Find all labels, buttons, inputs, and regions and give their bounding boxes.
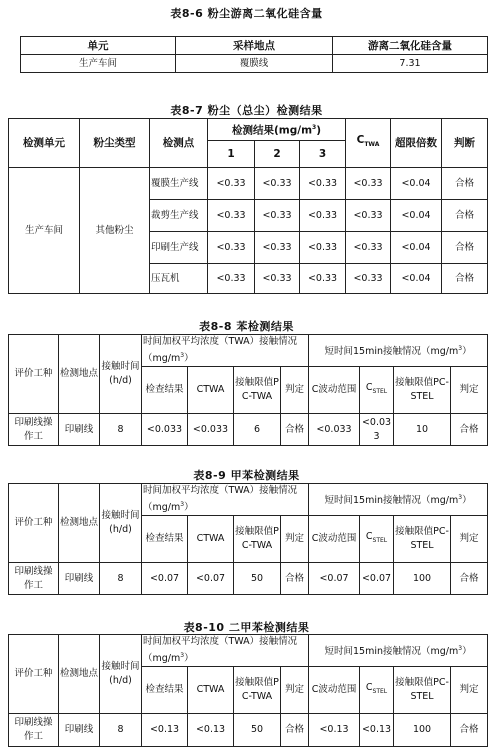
header-test-unit: 检测单元	[9, 119, 80, 168]
cell-site: 覆膜线	[176, 55, 333, 73]
table-row	[9, 414, 488, 446]
cell-judge: 合格	[442, 232, 488, 264]
cell-judge: 合格	[451, 414, 488, 446]
cell-over: <0.04	[391, 264, 442, 294]
cell-judge: 合格	[442, 200, 488, 232]
header-cstel: $C_{STEL}$	[360, 667, 394, 714]
cell-place: 印刷线	[59, 563, 100, 595]
cell-c-wave: <0.13	[309, 714, 360, 747]
table-8-10	[8, 634, 488, 747]
header-test-place: 检测地点	[59, 635, 100, 714]
cell-point: 覆膜生产线	[150, 168, 208, 200]
header-judge: 判定	[281, 667, 309, 714]
header-ctwa: CTWA	[188, 667, 234, 714]
cell-c-wave: <0.033	[309, 414, 360, 446]
header-judge: 判定	[451, 516, 488, 563]
header-unit: 单元	[21, 37, 176, 55]
cell-c-wave: <0.07	[309, 563, 360, 595]
table-row	[9, 563, 488, 595]
cell-judge: 合格	[442, 168, 488, 200]
cell-pc-stel: 100	[394, 714, 451, 747]
cell-over: <0.04	[391, 232, 442, 264]
header-pc-twa: 接触限值PC-TWA	[234, 367, 281, 414]
header-judge: 判定	[451, 667, 488, 714]
cell-v1: <0.33	[208, 232, 255, 264]
cell-dust-type: 其他粉尘	[80, 168, 150, 294]
header-pc-stel: 接触限值PC-STEL	[394, 367, 451, 414]
header-result: 检查结果	[142, 367, 188, 414]
header-twa: 时间加权平均浓度（TWA）接触情况$(mg/m^3)$	[142, 635, 309, 667]
header-work-type: 评价工种	[9, 484, 59, 563]
cell-unit: 生产车间	[21, 55, 176, 73]
cell-judge: 合格	[281, 563, 309, 595]
header-c-wave: C波动范围	[309, 667, 360, 714]
header-contact-time: 接触时间(h/d)	[100, 635, 142, 714]
cell-judge: 合格	[451, 563, 488, 595]
cell-ctwa: <0.33	[346, 232, 391, 264]
table-8-6-caption: 表8-6 粉尘游离二氧化硅含量	[170, 7, 323, 20]
header-work-type: 评价工种	[9, 635, 59, 714]
cell-work: 印刷线操作工	[9, 714, 59, 747]
cell-result: <0.13	[142, 714, 188, 747]
table-8-7	[8, 118, 488, 294]
header-test-place: 检测地点	[59, 484, 100, 563]
header-test-point: 检测点	[150, 119, 208, 168]
cell-pc-stel: 10	[394, 414, 451, 446]
header-sample-3: 3	[300, 141, 346, 168]
cell-pc-stel: 100	[394, 563, 451, 595]
table-row	[9, 714, 488, 747]
cell-cstel: <0.07	[360, 563, 394, 595]
cell-over: <0.04	[391, 200, 442, 232]
header-dust-type: 粉尘类型	[80, 119, 150, 168]
header-cstel: $C_{STEL}$	[360, 367, 394, 414]
cell-judge: 合格	[451, 714, 488, 747]
table-8-8-caption: 表8-8 苯检测结果	[199, 320, 294, 333]
header-test-place: 检测地点	[59, 335, 100, 414]
table-8-8	[8, 334, 488, 446]
cell-judge: 合格	[442, 264, 488, 294]
cell-over: <0.04	[391, 168, 442, 200]
cell-unit: 生产车间	[9, 168, 80, 294]
cell-v1: <0.33	[208, 168, 255, 200]
cell-pc-twa: 50	[234, 714, 281, 747]
header-pc-twa: 接触限值PC-TWA	[234, 667, 281, 714]
header-judge: 判定	[451, 367, 488, 414]
cell-v2: <0.33	[255, 168, 300, 200]
header-cstel: $C_{STEL}$	[360, 516, 394, 563]
table-8-7-caption: 表8-7 粉尘（总尘）检测结果	[170, 104, 323, 117]
cell-ctwa: <0.33	[346, 200, 391, 232]
header-twa: 时间加权平均浓度（TWA）接触情况$(mg/m^3)$	[142, 484, 309, 516]
cell-point: 压瓦机	[150, 264, 208, 294]
cell-place: 印刷线	[59, 414, 100, 446]
cell-ctwa: <0.13	[188, 714, 234, 747]
header-judgement: 判断	[442, 119, 488, 168]
cell-result: <0.033	[142, 414, 188, 446]
header-test-result: 检测结果$(mg/m^3)$	[208, 119, 346, 141]
header-sample-2: 2	[255, 141, 300, 168]
cell-time: 8	[100, 714, 142, 747]
cell-ctwa: <0.07	[188, 563, 234, 595]
header-pc-twa: 接触限值PC-TWA	[234, 516, 281, 563]
cell-ctwa: <0.033	[188, 414, 234, 446]
header-result: 检查结果	[142, 667, 188, 714]
header-judge: 判定	[281, 516, 309, 563]
cell-v1: <0.33	[208, 264, 255, 294]
cell-v2: <0.33	[255, 200, 300, 232]
cell-work: 印刷线操作工	[9, 414, 59, 446]
header-ctwa: CTWA	[188, 367, 234, 414]
header-contact-time: 接触时间(h/d)	[100, 335, 142, 414]
header-result: 检查结果	[142, 516, 188, 563]
cell-v2: <0.33	[255, 232, 300, 264]
cell-point: 裁剪生产线	[150, 200, 208, 232]
cell-v3: <0.33	[300, 200, 346, 232]
header-stel: 短时间15min接触情况$(mg/m^3)$	[309, 335, 488, 367]
cell-judge: 合格	[281, 714, 309, 747]
cell-v2: <0.33	[255, 264, 300, 294]
table-8-10-caption: 表8-10 二甲苯检测结果	[183, 621, 310, 634]
header-stel: 短时间15min接触情况$(mg/m^3)$	[309, 484, 488, 516]
cell-work: 印刷线操作工	[9, 563, 59, 595]
header-contact-time: 接触时间(h/d)	[100, 484, 142, 563]
cell-v3: <0.33	[300, 232, 346, 264]
header-sample-1: 1	[208, 141, 255, 168]
header-ctwa: CTWA	[188, 516, 234, 563]
table-row	[9, 168, 488, 200]
table-8-6	[20, 36, 488, 73]
header-silica-content: 游离二氧化硅含量	[333, 37, 488, 55]
cell-cstel: <0.033	[360, 414, 394, 446]
header-stel: 短时间15min接触情况$(mg/m^3)$	[309, 635, 488, 667]
header-sampling-site: 采样地点	[176, 37, 333, 55]
cell-silica: 7.31	[333, 55, 488, 73]
header-twa: 时间加权平均浓度（TWA）接触情况$(mg/m^3)$	[142, 335, 309, 367]
cell-v3: <0.33	[300, 264, 346, 294]
cell-time: 8	[100, 563, 142, 595]
cell-point: 印刷生产线	[150, 232, 208, 264]
cell-ctwa: <0.33	[346, 168, 391, 200]
header-exceed-multiple: 超限倍数	[391, 119, 442, 168]
table-8-9	[8, 483, 488, 595]
cell-ctwa: <0.33	[346, 264, 391, 294]
cell-time: 8	[100, 414, 142, 446]
cell-result: <0.07	[142, 563, 188, 595]
cell-judge: 合格	[281, 414, 309, 446]
table-8-9-caption: 表8-9 甲苯检测结果	[193, 469, 300, 482]
header-pc-stel: 接触限值PC-STEL	[394, 516, 451, 563]
header-pc-stel: 接触限值PC-STEL	[394, 667, 451, 714]
cell-cstel: <0.13	[360, 714, 394, 747]
header-work-type: 评价工种	[9, 335, 59, 414]
header-ctwa: $C_{TWA}$	[346, 119, 391, 168]
header-c-wave: C波动范围	[309, 367, 360, 414]
header-judge: 判定	[281, 367, 309, 414]
cell-place: 印刷线	[59, 714, 100, 747]
cell-v1: <0.33	[208, 200, 255, 232]
cell-v3: <0.33	[300, 168, 346, 200]
cell-pc-twa: 50	[234, 563, 281, 595]
header-c-wave: C波动范围	[309, 516, 360, 563]
cell-pc-twa: 6	[234, 414, 281, 446]
